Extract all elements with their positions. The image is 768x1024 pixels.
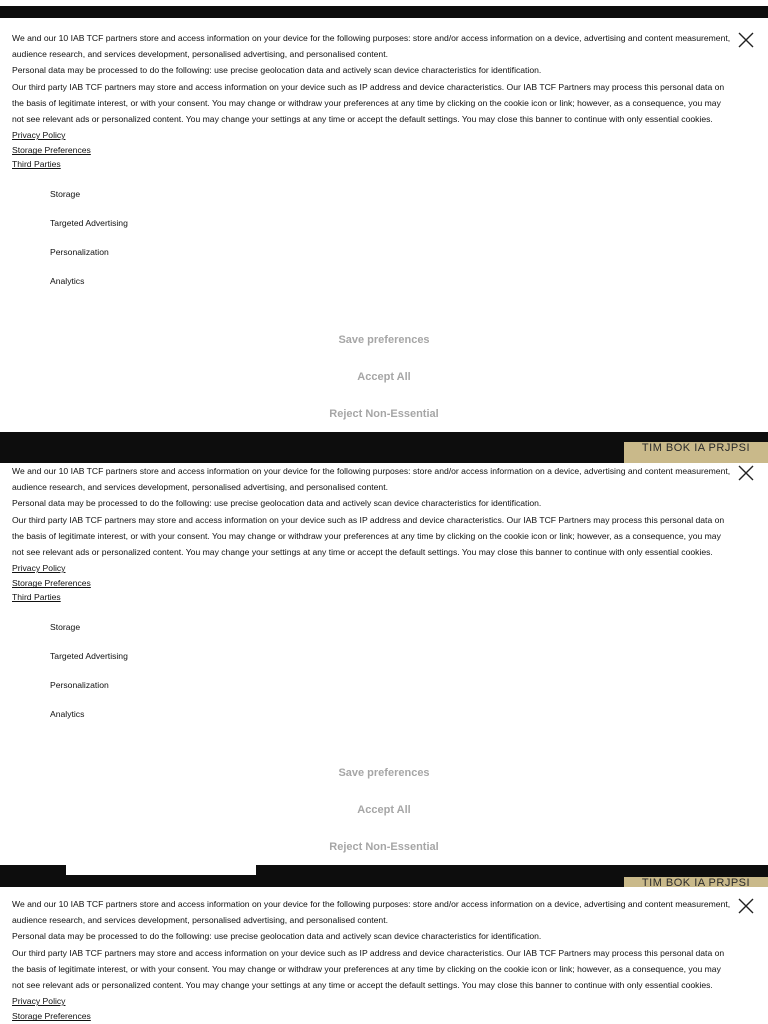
consent-paragraph-3 [12,945,732,1010]
category-storage[interactable]: Storage [50,622,81,632]
close-icon [738,32,754,48]
close-button[interactable] [738,465,754,481]
consent-paragraph-1: We and our 10 IAB TCF partners store and access information on your device for the following purposes: store and/or access information on a device, advertising and content measurement, audience research, and services development, personalised advertising, and personalised content. [12,466,731,493]
privacy-policy-link[interactable]: Privacy Policy [12,130,66,141]
category-personalization[interactable]: Personalization [50,247,109,257]
close-button[interactable] [738,32,754,48]
consent-paragraph-2: Personal data may be processed to do the following: use precise geolocation data and actively scan device characteristics for identification. [12,931,542,942]
consent-paragraph-3 [12,512,732,577]
page-badge-2 [624,877,768,887]
consent-paragraph-1: We and our 10 IAB TCF partners store and access information on your device for the following purposes: store and/or access information on a device, advertising and content measurement, audience research, and services development, personalised advertising, and personalised content. [12,33,731,60]
category-targeted-advertising[interactable]: Targeted Advertising [50,651,128,661]
consent-paragraph-3-text: Our third party IAB TCF partners may store and access information on your device such as IP address and device characteristics. Our IAB TCF Partners may process this personal data on the basis of legitimate interest, or with your consent. You may change or withdraw your preferences at any time by clicking on the cookie icon or link; however, as a consequence, you may not see relevant ads or personalized content. You may change your settings at any time or accept the default settings. You may close this banner to continue with only essential cookies. [12,81,725,125]
privacy-policy-link[interactable]: Privacy Policy [12,563,66,574]
category-analytics[interactable]: Analytics [50,276,85,286]
page-badge-text-2: TIM BOK IA PRJPSI [641,877,751,887]
consent-paragraph-3-text: Our third party IAB TCF partners may store and access information on your device such as IP address and device characteristics. Our IAB TCF Partners may process this personal data on the basis of legitimate interest, or with your consent. You may change or withdraw your preferences at any time by clicking on the cookie icon or link; however, as a consequence, you may not see relevant ads or personalized content. You may change your settings at any time or accept the default settings. You may close this banner to continue with only essential cookies. [12,947,725,991]
cookie-banner-2 [0,463,768,863]
storage-preferences-link[interactable]: Storage Preferences [12,578,91,589]
cookie-banner [0,30,768,430]
consent-paragraph-1: We and our 10 IAB TCF partners store and access information on your device for the following purposes: store and/or access information on a device, advertising and content measurement, audience research, and services development, personalised advertising, and personalised content. [12,899,731,926]
accept-all-button[interactable]: Accept All [351,791,416,828]
third-parties-link[interactable]: Third Parties [12,159,61,170]
accept-all-button[interactable]: Accept All [351,358,416,395]
consent-text-2 [12,463,732,604]
close-icon [738,465,754,481]
close-button[interactable] [738,898,754,914]
consent-paragraph-2: Personal data may be processed to do the following: use precise geolocation data and actively scan device characteristics for identification. [12,65,542,76]
save-preferences-button[interactable]: Save preferences [332,754,435,791]
consent-text-3 [12,896,732,1023]
action-buttons [0,321,768,430]
consent-text [12,30,732,171]
category-storage[interactable]: Storage [50,189,81,199]
category-personalization[interactable]: Personalization [50,680,109,690]
page-header-strip [0,6,768,18]
category-list [50,621,128,737]
reject-non-essential-button[interactable]: Reject Non-Essential [323,395,444,430]
page-badge-text: TIM BOK IA PRJPSI [641,442,751,454]
category-list [50,188,128,304]
consent-paragraph-3 [12,79,732,144]
reject-non-essential-button[interactable]: Reject Non-Essential [323,828,444,863]
save-preferences-button[interactable]: Save preferences [332,321,435,358]
close-icon [738,898,754,914]
privacy-policy-link[interactable]: Privacy Policy [12,996,66,1007]
action-buttons [0,754,768,863]
storage-preferences-link[interactable]: Storage Preferences [12,1011,91,1022]
third-parties-link[interactable]: Third Parties [12,592,61,603]
consent-paragraph-3-text: Our third party IAB TCF partners may store and access information on your device such as IP address and device characteristics. Our IAB TCF Partners may process this personal data on the basis of legitimate interest, or with your consent. You may change or withdraw your preferences at any time by clicking on the cookie icon or link; however, as a consequence, you may not see relevant ads or personalized content. You may change your settings at any time or accept the default settings. You may close this banner to continue with only essential cookies. [12,514,725,558]
category-targeted-advertising[interactable]: Targeted Advertising [50,218,128,228]
page-section-strip [0,432,768,463]
page-section-strip-2 [0,865,768,887]
page-thumbnail [66,865,256,875]
cookie-banner-3 [0,896,768,1024]
category-analytics[interactable]: Analytics [50,709,85,719]
storage-preferences-link[interactable]: Storage Preferences [12,145,91,156]
consent-paragraph-2: Personal data may be processed to do the following: use precise geolocation data and actively scan device characteristics for identification. [12,498,542,509]
page-badge [624,442,768,463]
